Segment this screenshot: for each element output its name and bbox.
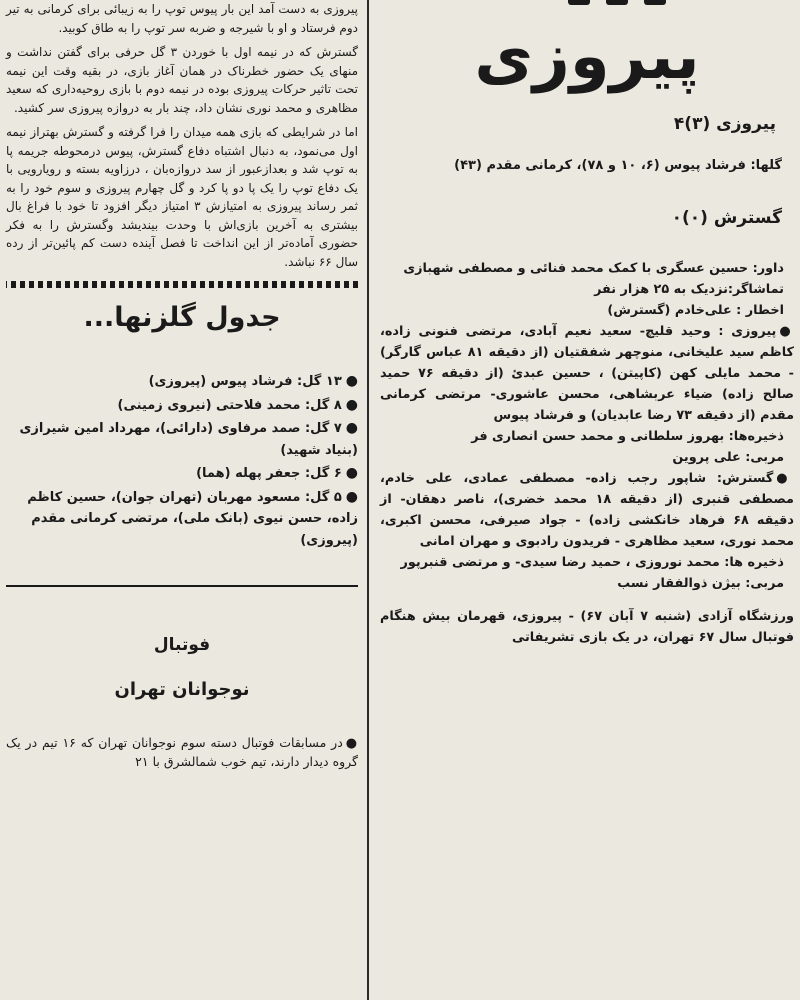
headline: پیروزی [474, 20, 700, 94]
away-coach: مربی: بیژن ذوالفقار نسب [617, 576, 784, 591]
teen-heading: نوجوانان تهران [114, 679, 250, 700]
scorer-entry: ۷ گل: صمد مرفاوی (دارائی)، مهرداد امین شیرازی (بنیاد شهید) [19, 421, 358, 458]
home-coach: مربی: علی پروین [672, 450, 784, 465]
left-column [6, 0, 358, 1000]
article-paragraph: اما در شرایطی که بازی همه میدان را فرا گرفته و گسترش بهتراز نیمه اول می‌نمود، به دنبال اشتباه دفاع گسترش، پیوس درمحوطه جریمه پا به توپ شد و بعدازعبور از سد دروازه‌بان ، درزاویه بسته و رویارویی با یک دفاع توپ را یک پا دو پا کرد و گل چهارم پیروزی و سوم خود را به ثمر رساند پیروزی به امتیازش ۳ امتیاز دیگر افزود تا خود با فراغ بال بیشتری به آخرین بازی‌اش با وحدت بیندیشد وگسترش را به فکر حضوری آماده‌تر از این انداخت تا فصل آینده دست کم پائین‌تر از رده سال ۶۶ نباشد. [6, 125, 358, 269]
away-lineup: ●گسترش: شاپور رجب زاده- مصطفی عمادی، علی خادم، مصطفی قنبری (از دقیقه ۱۸ محمد خضری)، ناصر دهقان- از دقیقه ۶۸ فرهاد خانکشی زاده) - جواد صیرفی، محسن اکبری، محمد نوری، سعید مظاهری - فریدون رادبوی و مهران امانی [380, 471, 795, 549]
article-paragraph: پیروزی به دست آمد این بار پیوس توپ را به زیبائی برای کرمانی به تیر دوم فرستاد و او با شیرجه و ضربه سر توپ را به طاق کوبید. [6, 2, 358, 35]
away-subs: ذخیره ها: محمد نوروزی ، حمید رضا سیدی- و مرتضی قنبرپور [400, 555, 784, 570]
scorer-entry: ۱۳ گل: فرشاد پیوس (پیروزی) [148, 374, 342, 389]
news-body: در مسابقات فوتبال دسته سوم نوجوانان تهران که ۱۶ تیم در یک گروه دیدار دارند، تیم خوب شمالشرق با ۲۱ [6, 735, 358, 769]
referee-line: داور: حسین عسگری با کمک محمد فنائی و مصطفی شهبازی [403, 261, 784, 276]
article-continuation [6, 0, 358, 271]
right-column [380, 0, 794, 1000]
bullet-icon: ● [776, 471, 795, 486]
bullet-icon: ● [345, 373, 358, 389]
bullet-icon: ● [345, 465, 358, 481]
score-line: پیروزی (۳)۴ [673, 114, 776, 134]
list-item [12, 371, 358, 393]
column-divider [367, 0, 369, 1000]
football-heading: فوتبال [153, 635, 211, 655]
scorer-entry: ۸ گل: محمد فلاحتی (نیروی زمینی) [117, 397, 342, 413]
scorer-entry: ۵ گل: مسعود مهربان (تهران جوان)، حسین کاظم زاده، حسن نیوی (بانک ملی)، مرتضی کرمانی مقدم (پیروزی) [27, 489, 358, 548]
bullet-icon: ● [345, 396, 358, 413]
footer-news: ورزشگاه آزادی (شنبه ۷ آبان ۶۷) - پیروزی، قهرمان بیش‌ هنگام فوتبال سال ۶۷ تهران، در یک بازی تشریفاتی [380, 609, 794, 645]
home-subs: ذخیره‌ها: بهروز سلطانی و محمد حسن انصاری فر [471, 429, 784, 444]
list-item [12, 487, 358, 552]
list-item [12, 463, 358, 485]
warnings-line: اخطار : علی‌خادم (گسترش) [607, 303, 784, 318]
bullet-icon: ● [345, 736, 359, 751]
match-details [380, 258, 794, 648]
list-item [12, 418, 358, 461]
news-text [6, 734, 358, 771]
section-divider [6, 585, 358, 587]
bullet-icon: ● [345, 488, 358, 505]
dotted-divider [6, 281, 358, 288]
bullet-icon: ● [779, 324, 794, 339]
cropped-heading-fragment [494, 0, 674, 4]
bullet-icon: ● [345, 420, 358, 436]
scorer-entry: ۶ گل: جعفر پهله (هما) [196, 466, 342, 481]
spectators-line: تماشاگر:نزدیک به ۲۵ هزار نفر [594, 282, 784, 297]
list-item [12, 395, 358, 417]
scorers-title: جدول گلزنها... [83, 302, 281, 333]
scorers-list [6, 371, 358, 551]
home-lineup: ●پیروزی : وحید قلیچ- سعید نعیم آبادی، مرتضی فنونی زاده، کاظم سید علیخانی، منوچهر شفقتیان (از دقیقه ۸۱ عباس گارگر) - محمد مایلی کهن (کاپیتن) ، حسین عبدیٔ (از دقیقه ۷۶ حمید صالح زاده) ضیاء عربشاهی، محسن عاشوری- مرتضی کرمانی مقدم (از دقیقه ۷۳ رضا عابدیان) و فرشاد پیوس [380, 324, 794, 423]
article-paragraph: گسترش که در نیمه اول با خوردن ۳ گل حرفی برای گفتن نداشت و منهای یک حضور خطرناک در همان آغاز بازی، در بقیه وقت این نیمه تحت تاثیر حرکات پیروزی بوده در نیمه دوم با بازی روحیه‌داری که سعید مظاهری و محمد نوری نشان داد، چند بار به دروازه پیروزی سر کشید. [6, 45, 358, 115]
goals-line: گلها: فرشاد پیوس (۶، ۱۰ و ۷۸)، کرمانی مقدم (۴۳) [454, 158, 782, 173]
opponent-score: گسترش (۰)۰ [671, 208, 782, 228]
